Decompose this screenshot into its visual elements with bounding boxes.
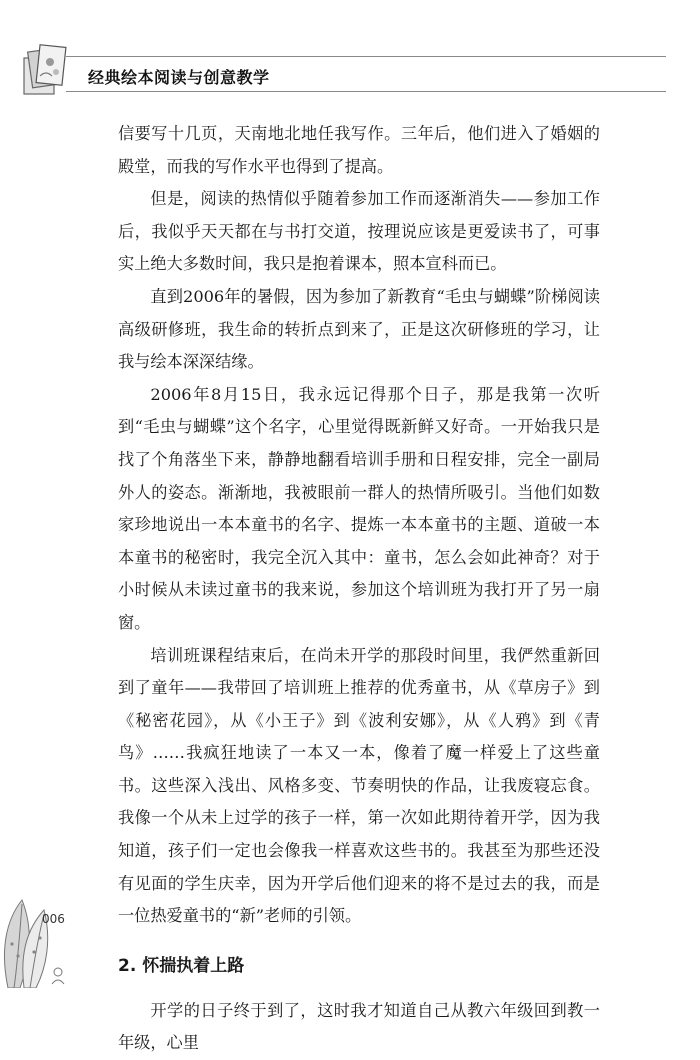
running-header-title: 经典绘本阅读与创意教学 xyxy=(88,68,270,87)
paragraph: 直到2006年的暑假，因为参加了新教育“毛虫与蝴蝶”阶梯阅读高级研修班，我生命的转折点到来了，正是这次研修班的学习，让我与绘本深深结缘。 xyxy=(118,286,600,372)
paragraph: 但是，阅读的热情似乎随着参加工作而逐渐消失——参加工作后，我似乎天天都在与书打交道，按理说应该是更爱读书了，可事实上绝大多数时间，我只是抱着课本，照本宣科而已。 xyxy=(118,189,600,274)
page-header xyxy=(18,38,678,98)
section-heading: 2. 怀揣执着上路 xyxy=(118,955,245,976)
body-text xyxy=(118,118,600,1060)
page-number: 006 xyxy=(42,912,65,926)
paragraph: 培训班课程结束后，在尚未开学的那段时间里，我俨然重新回到了童年——我带回了培训班上推荐的优秀童书，从《草房子》到《秘密花园》，从《小王子》到《波利安娜》，从《人鸦》到《青鸟》……我疯狂地读了一本又一本，像着了魔一样爱上了这些童书。这些深入浅出、风格多变、节奏明快的作品，让我废寝忘食。我像一个从未上过学的孩子一样，第一次如此期待着开学，因为我知道，孩子们一定也会像我一样喜欢这些书的。我甚至为那些还没有见面的学生庆幸，因为开学后他们迎来的将不是过去的我，而是一位热爱童书的“新”老师的引领。 xyxy=(118,645,600,926)
paragraph-continued: 信要写十几页，天南地北地任我写作。三年后，他们进入了婚姻的殿堂，而我的写作水平也得到了提高。 xyxy=(118,124,600,176)
paragraph: 2006年8月15日，我永远记得那个日子，那是我第一次听到“毛虫与蝴蝶”这个名字，心里觉得既新鲜又好奇。一开始我只是找了个角落坐下来，静静地翻看培训手册和日程安排，完全一副局外人的姿态。渐渐地，我被眼前一群人的热情所吸引。当他们如数家珍地说出一本本童书的名字、提炼一本本童书的主题、道破一本本童书的秘密时，我完全沉入其中：童书，怎么会如此神奇？对于小时候从未读过童书的我来说，参加这个培训班为我打开了另一扇窗。 xyxy=(118,384,600,632)
paragraph: 开学的日子终于到了，这时我才知道自己从教六年级回到教一年级，心里 xyxy=(118,1000,600,1053)
